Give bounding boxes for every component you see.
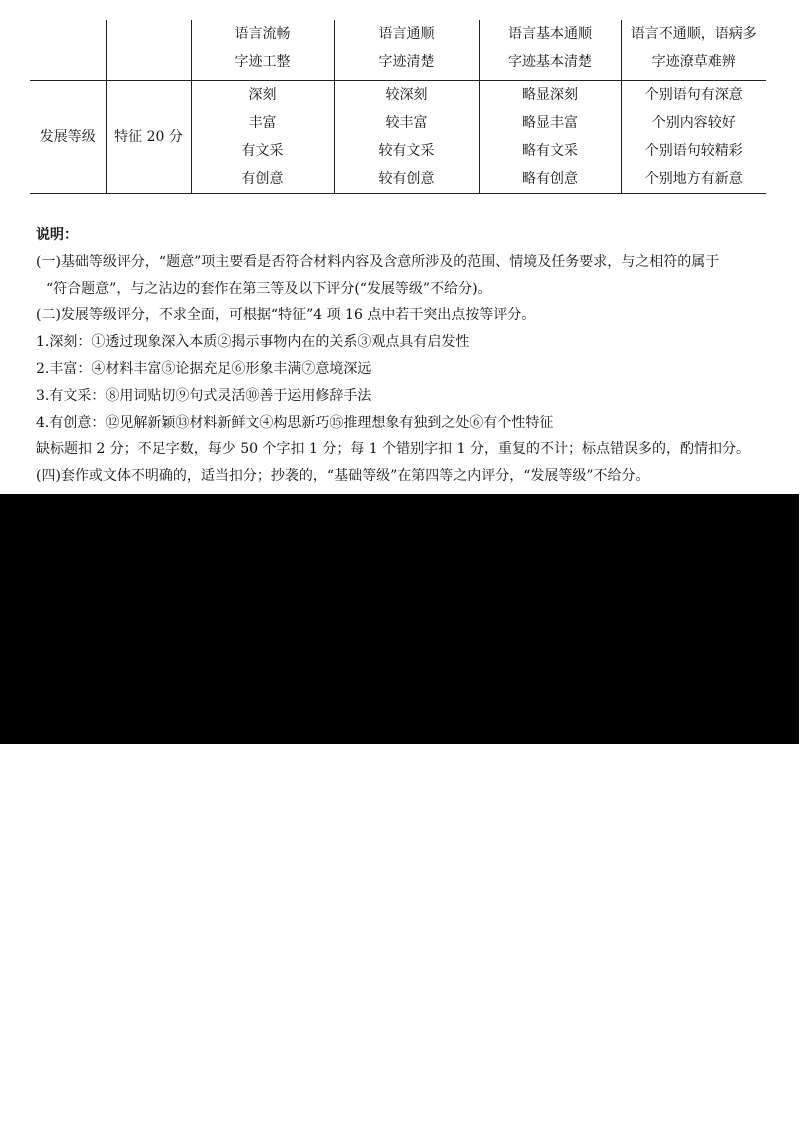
cell-line: 语言流畅 (234, 26, 291, 42)
table-cell-empty-feature (106, 20, 191, 81)
table-row-development-level (30, 81, 766, 194)
cell-line: 个别语句有深意 (644, 87, 743, 103)
table-cell-empty-level (30, 20, 106, 81)
table-cell-grade-3 (479, 20, 621, 81)
table-cell-grade-3 (479, 81, 621, 194)
table-row-basic-language (30, 20, 766, 81)
cell-line: 语言通顺 (378, 26, 435, 42)
note-line: (四)套作或文体不明确的，适当扣分；抄袭的，“基础等级”在第四等之内评分，“发展等级”不给分。 (36, 468, 650, 485)
table-cell-level-label: 发展等级 (30, 81, 106, 194)
note-line: 4.有创意：⑫见解新颖⑬材料新鲜文④构思新巧⑮推理想象有独到之处⑥有个性特征 (36, 414, 554, 431)
table-cell-feature-label: 特征 20 分 (106, 81, 191, 194)
note-line: (一)基础等级评分，“题意”项主要看是否符合材料内容及含意所涉及的范围、情境及任务要求，与之相符的属于 (36, 253, 720, 270)
cell-line: 字迹清楚 (378, 54, 435, 70)
cell-line: 字迹工整 (234, 54, 291, 70)
note-line: 2.丰富：④材料丰富⑤论据充足⑥形象丰满⑦意境深远 (36, 360, 372, 377)
scoring-rubric-table (30, 20, 766, 194)
table-cell-grade-1 (191, 81, 334, 194)
table-cell-grade-2 (334, 81, 479, 194)
cell-line: 语言不通顺，语病多 (630, 26, 757, 42)
cell-line: 略有文采 (522, 143, 578, 159)
cell-line: 略显深刻 (522, 87, 578, 103)
table-cell-grade-4 (621, 81, 766, 194)
cell-line: 深刻 (248, 87, 277, 103)
cell-line: 个别地方有新意 (644, 171, 743, 187)
notes-title: 说明： (36, 227, 78, 243)
note-line: (二)发展等级评分，不求全面，可根据“特征”4 项 16 点中若干突出点按等评分。 (36, 307, 536, 324)
table-cell-grade-1 (191, 20, 334, 81)
cell-line: 字迹潦草难辨 (651, 54, 736, 70)
cell-line: 较有创意 (378, 171, 435, 187)
cell-line: 个别内容较好 (651, 115, 736, 131)
table-cell-grade-2 (334, 20, 479, 81)
note-line: “符合题意”，与之沾边的套作在第三等及以下评分(“发展等级”不给分)。 (46, 280, 492, 297)
redaction-block (0, 494, 799, 744)
cell-line: 较深刻 (385, 87, 428, 103)
cell-line: 丰富 (248, 115, 277, 131)
scoring-notes (36, 222, 776, 490)
cell-line: 个别语句较精彩 (644, 143, 743, 159)
note-line: 1.深刻：①透过现象深入本质②揭示事物内在的关系③观点具有启发性 (36, 334, 470, 351)
note-line: 缺标题扣 2 分；不足字数，每少 50 个字扣 1 分；每 1 个错别字扣 1 分，重复的不计；标点错误多的，酌情扣分。 (36, 441, 750, 458)
cell-line: 略有创意 (522, 171, 578, 187)
cell-line: 语言基本通顺 (508, 26, 592, 42)
cell-line: 有创意 (241, 171, 284, 187)
cell-line: 较有文采 (378, 143, 435, 159)
cell-line: 较丰富 (385, 115, 428, 131)
table-cell-grade-4 (621, 20, 766, 81)
note-line: 3.有文采：⑧用词贴切⑨句式灵活⑩善于运用修辞手法 (36, 387, 372, 404)
cell-line: 字迹基本清楚 (508, 54, 592, 70)
cell-line: 有文采 (241, 143, 284, 159)
cell-line: 略显丰富 (522, 115, 578, 131)
